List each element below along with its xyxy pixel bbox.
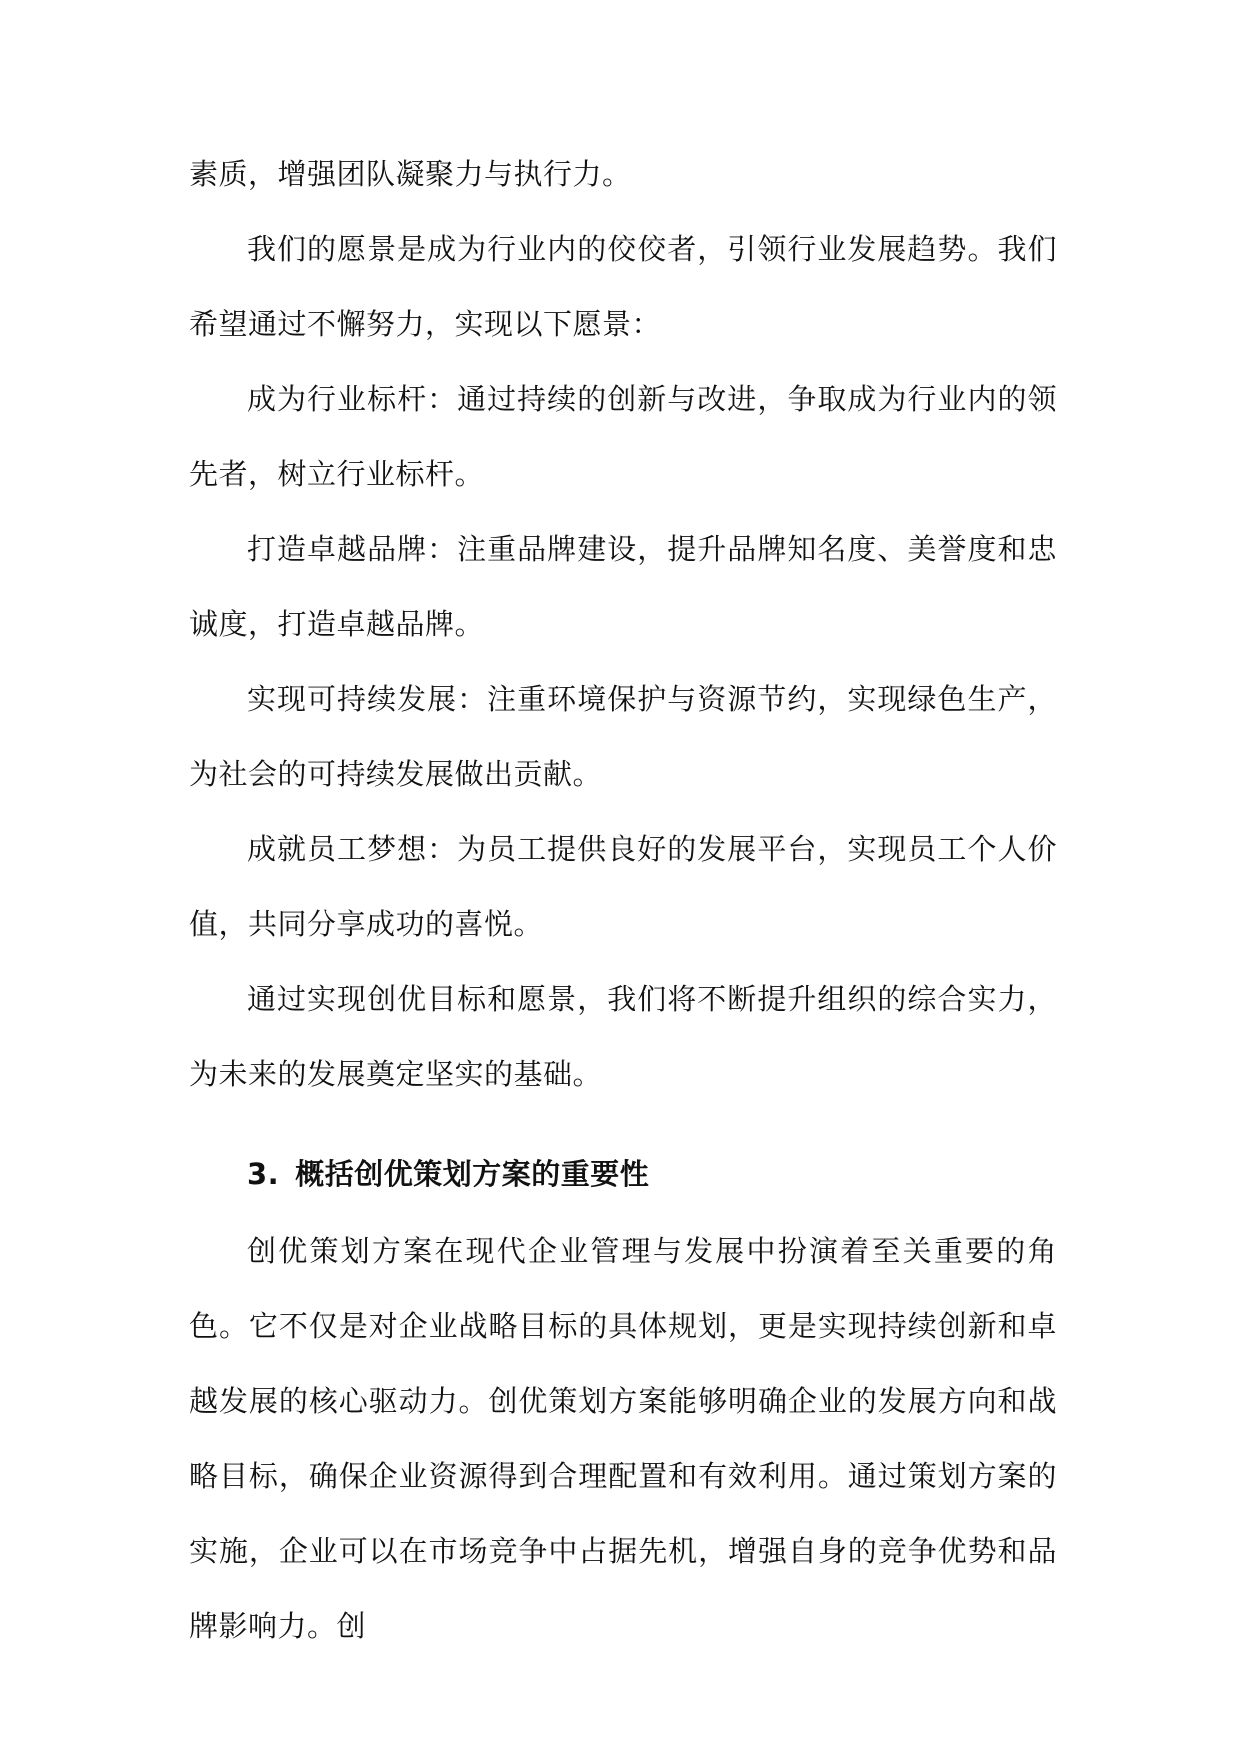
section-heading	[189, 1134, 1057, 1214]
section-number: 3.	[247, 1157, 280, 1191]
paragraph-importance: 创优策划方案在现代企业管理与发展中扮演着至关重要的角色。它不仅是对企业战略目标的具体规划，更是实现持续创新和卓越发展的核心驱动力。创优策划方案能够明确企业的发展方向和战略目标，确保企业资源得到合理配置和有效利用。通过策划方案的实施，企业可以在市场竞争中占据先机，增强自身的竞争优势和品牌影响力。创	[189, 1234, 1057, 1643]
section-title: 概括创优策划方案的重要性	[295, 1157, 650, 1191]
document-body	[189, 137, 1057, 1664]
paragraph-vision-employees: 成就员工梦想：为员工提供良好的发展平台，实现员工个人价值，共同分享成功的喜悦。	[189, 832, 1057, 941]
paragraph-vision-brand: 打造卓越品牌：注重品牌建设，提升品牌知名度、美誉度和忠诚度，打造卓越品牌。	[189, 532, 1057, 641]
paragraph-vision-intro: 我们的愿景是成为行业内的佼佼者，引领行业发展趋势。我们希望通过不懈努力，实现以下愿景：	[189, 232, 1057, 341]
paragraph-vision-sustainability: 实现可持续发展：注重环境保护与资源节约，实现绿色生产，为社会的可持续发展做出贡献。	[189, 682, 1057, 791]
paragraph-continuation: 素质，增强团队凝聚力与执行力。	[189, 157, 632, 191]
paragraph-vision-benchmark: 成为行业标杆：通过持续的创新与改进，争取成为行业内的领先者，树立行业标杆。	[189, 382, 1057, 491]
paragraph-vision-summary: 通过实现创优目标和愿景，我们将不断提升组织的综合实力，为未来的发展奠定坚实的基础。	[189, 982, 1057, 1091]
